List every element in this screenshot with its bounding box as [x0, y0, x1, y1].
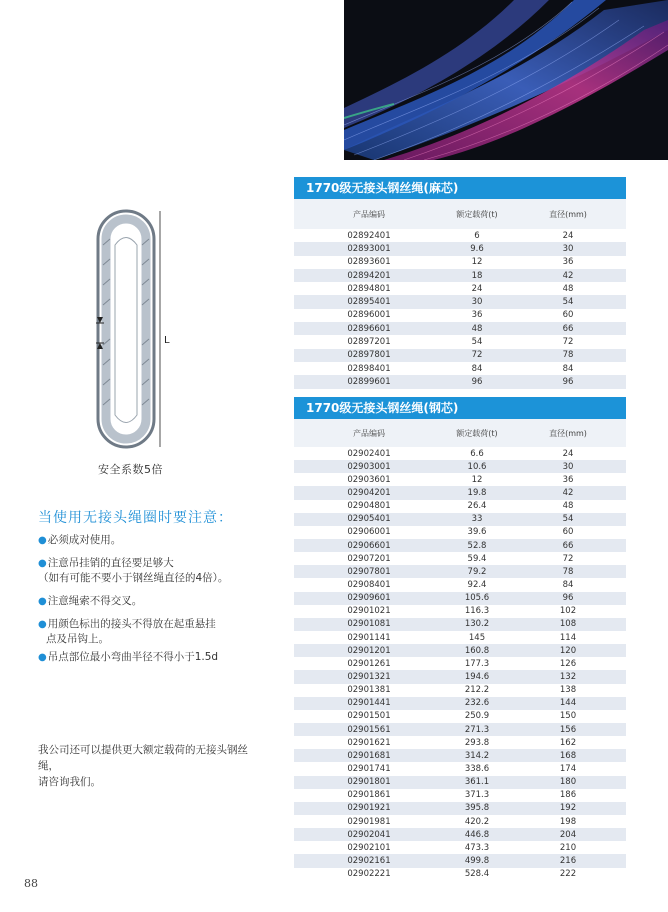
cell-load: 9.6 — [470, 243, 484, 254]
table-row — [294, 256, 626, 269]
cell-code: 02901261 — [347, 658, 391, 669]
cell-code: 02895401 — [347, 297, 391, 308]
cell-code: 02901861 — [347, 790, 391, 801]
cell-load: 6 — [474, 230, 480, 241]
cell-load: 33 — [471, 514, 483, 525]
cell-diameter: 192 — [559, 803, 577, 814]
cell-load: 48 — [471, 323, 483, 334]
table-row — [294, 513, 626, 526]
table-steel-core — [294, 397, 626, 881]
table-row — [294, 592, 626, 605]
table-row — [294, 657, 626, 670]
notice-list — [38, 533, 288, 673]
cell-code: 02905401 — [347, 514, 391, 525]
cell-load: 12 — [471, 257, 483, 268]
notice-item: ●吊点部位最小弯曲半径不得小于1.5d — [38, 651, 219, 663]
cell-load: 271.3 — [464, 724, 490, 735]
cell-load: 79.2 — [467, 566, 487, 577]
cell-load: 293.8 — [464, 737, 490, 748]
table-row — [294, 362, 626, 375]
cell-diameter: 96 — [562, 376, 574, 387]
cell-load: 314.2 — [464, 750, 490, 761]
cell-code: 02893601 — [347, 257, 391, 268]
cell-load: 194.6 — [464, 671, 490, 682]
cell-code: 02894201 — [347, 270, 391, 281]
cell-load: 96 — [471, 376, 483, 387]
table-row — [294, 670, 626, 683]
column-header-diameter: 直径(mm) — [549, 209, 587, 219]
cell-diameter: 156 — [559, 724, 577, 735]
column-header-load: 额定载荷(t) — [456, 428, 498, 438]
table-body — [294, 229, 626, 389]
bullet-icon: ● — [38, 558, 47, 569]
cell-load: 145 — [468, 632, 486, 643]
cell-code: 02901141 — [347, 632, 391, 643]
cell-code: 02907201 — [347, 553, 391, 564]
table-row — [294, 723, 626, 736]
table-row — [294, 322, 626, 335]
cell-code: 02902161 — [347, 855, 391, 866]
cell-diameter: 72 — [562, 337, 574, 348]
notice-item: ●注意吊挂销的直径要足够大 （如有可能不要小于钢丝绳直径的4倍）。 — [38, 557, 229, 584]
table-row — [294, 854, 626, 867]
table-row — [294, 565, 626, 578]
cell-code: 02908401 — [347, 579, 391, 590]
cell-load: 10.6 — [467, 461, 487, 472]
table-row — [294, 309, 626, 322]
cell-load: 92.4 — [467, 579, 487, 590]
cell-code: 02901561 — [347, 724, 391, 735]
cell-diameter: 36 — [562, 474, 574, 485]
cell-code: 02901621 — [347, 737, 391, 748]
table-row — [294, 710, 626, 723]
cell-load: 59.4 — [467, 553, 487, 564]
length-label: L — [164, 335, 170, 346]
cell-diameter: 216 — [559, 855, 577, 866]
table-row — [294, 749, 626, 762]
table-row — [294, 578, 626, 591]
cell-load: 19.8 — [467, 487, 487, 498]
table-row — [294, 631, 626, 644]
cell-diameter: 150 — [559, 711, 577, 722]
table-row — [294, 335, 626, 348]
cell-code: 02901381 — [347, 685, 391, 696]
table-row — [294, 815, 626, 828]
cell-code: 02901501 — [347, 711, 391, 722]
cell-code: 02901801 — [347, 777, 391, 788]
table-header-row — [294, 199, 626, 229]
cell-load: 250.9 — [464, 711, 490, 722]
cell-code: 02901981 — [347, 816, 391, 827]
table-row — [294, 736, 626, 749]
cell-diameter: 168 — [559, 750, 577, 761]
table-header-row — [294, 419, 626, 447]
cell-code: 02897201 — [347, 337, 391, 348]
cell-code: 02904801 — [347, 501, 391, 512]
table-title: 1770级无接头钢丝绳(麻芯) — [294, 177, 626, 199]
cell-code: 02899601 — [347, 376, 391, 387]
cell-diameter: 84 — [562, 363, 574, 374]
cell-code: 02907801 — [347, 566, 391, 577]
cell-diameter: 120 — [559, 645, 577, 656]
rope-image — [344, 0, 668, 160]
cell-code: 02902221 — [347, 869, 391, 880]
safety-factor: 安全系数5倍 — [98, 463, 163, 476]
cell-load: 72 — [471, 350, 483, 361]
cell-load: 26.4 — [467, 501, 487, 512]
cell-diameter: 186 — [559, 790, 577, 801]
cell-load: 499.8 — [464, 855, 490, 866]
table-row — [294, 789, 626, 802]
cell-diameter: 48 — [562, 283, 574, 294]
table-title: 1770级无接头钢丝绳(钢芯) — [294, 397, 626, 419]
notice-item: ●注意绳索不得交叉。 — [38, 595, 143, 607]
cell-code: 02901201 — [347, 645, 391, 656]
cell-load: 338.6 — [464, 763, 490, 774]
table-row — [294, 229, 626, 242]
table-row — [294, 841, 626, 854]
cell-load: 12 — [471, 474, 483, 485]
cell-code: 02903001 — [347, 461, 391, 472]
cell-code: 02901741 — [347, 763, 391, 774]
table-row — [294, 605, 626, 618]
cell-load: 6.6 — [470, 448, 484, 459]
table-row — [294, 460, 626, 473]
table-row — [294, 282, 626, 295]
cell-load: 446.8 — [464, 829, 490, 840]
table-row — [294, 526, 626, 539]
cell-load: 36 — [471, 310, 483, 321]
cell-load: 54 — [471, 337, 483, 348]
cell-diameter: 30 — [562, 243, 574, 254]
cell-diameter: 198 — [559, 816, 577, 827]
table-row — [294, 349, 626, 362]
cell-load: 395.8 — [464, 803, 490, 814]
cell-load: 160.8 — [464, 645, 490, 656]
cell-diameter: 78 — [562, 566, 574, 577]
cell-load: 105.6 — [464, 593, 490, 604]
cell-diameter: 72 — [562, 553, 574, 564]
cell-code: 02901081 — [347, 619, 391, 630]
cell-load: 473.3 — [464, 842, 490, 853]
cell-code: 02901681 — [347, 750, 391, 761]
cell-diameter: 24 — [562, 230, 574, 241]
cell-code: 02901921 — [347, 803, 391, 814]
cell-diameter: 96 — [562, 593, 574, 604]
notice-title: 当使用无接头绳圈时要注意： — [38, 510, 233, 526]
cell-code: 02897801 — [347, 350, 391, 361]
cell-load: 39.6 — [467, 527, 487, 538]
cell-code: 02902401 — [347, 448, 391, 459]
cell-load: 18 — [471, 270, 483, 281]
cell-load: 371.3 — [464, 790, 490, 801]
table-fiber-core — [294, 177, 626, 389]
table-row — [294, 828, 626, 841]
cell-code: 02901021 — [347, 606, 391, 617]
cell-diameter: 36 — [562, 257, 574, 268]
cell-diameter: 138 — [559, 685, 577, 696]
cell-diameter: 54 — [562, 297, 574, 308]
cell-diameter: 222 — [559, 869, 577, 880]
cell-diameter: 180 — [559, 777, 577, 788]
cell-diameter: 162 — [559, 737, 577, 748]
column-header-code: 产品编码 — [353, 209, 385, 219]
cell-diameter: 60 — [562, 527, 574, 538]
cell-diameter: 66 — [562, 540, 574, 551]
cell-code: 02901321 — [347, 671, 391, 682]
cell-diameter: 30 — [562, 461, 574, 472]
table-row — [294, 776, 626, 789]
cell-diameter: 204 — [559, 829, 577, 840]
table-row — [294, 375, 626, 388]
cell-diameter: 48 — [562, 501, 574, 512]
table-row — [294, 242, 626, 255]
cell-diameter: 114 — [559, 632, 577, 643]
page-number: 88 — [24, 877, 38, 890]
cell-load: 361.1 — [464, 777, 490, 788]
endless-sling-diagram — [80, 205, 190, 455]
column-header-diameter: 直径(mm) — [549, 428, 587, 438]
hero-rope-photo — [344, 0, 668, 160]
cell-diameter: 132 — [559, 671, 577, 682]
table-row — [294, 295, 626, 308]
notice-item: ●必须成对使用。 — [38, 534, 122, 546]
column-header-code: 产品编码 — [353, 428, 385, 438]
cell-load: 177.3 — [464, 658, 490, 669]
table-row — [294, 269, 626, 282]
cell-diameter: 54 — [562, 514, 574, 525]
cell-load: 24 — [471, 283, 483, 294]
cell-code: 02896001 — [347, 310, 391, 321]
table-row — [294, 500, 626, 513]
table-row — [294, 644, 626, 657]
cell-code: 02906601 — [347, 540, 391, 551]
cell-load: 130.2 — [464, 619, 490, 630]
cell-diameter: 60 — [562, 310, 574, 321]
cell-load: 212.2 — [464, 685, 490, 696]
cell-code: 02898401 — [347, 363, 391, 374]
table-row — [294, 473, 626, 486]
table-row — [294, 486, 626, 499]
cell-code: 02893001 — [347, 243, 391, 254]
cell-code: 02902101 — [347, 842, 391, 853]
bullet-icon: ● — [38, 596, 47, 607]
cell-diameter: 84 — [562, 579, 574, 590]
cell-load: 30 — [471, 297, 483, 308]
column-header-load: 额定载荷(t) — [456, 209, 498, 219]
notice-item: ●用颜色标出的接头不得放在起重悬挂 点及吊钩上。 — [38, 618, 216, 645]
table-row — [294, 539, 626, 552]
cell-diameter: 174 — [559, 763, 577, 774]
cell-code: 02901441 — [347, 698, 391, 709]
table-row — [294, 618, 626, 631]
cell-load: 420.2 — [464, 816, 490, 827]
cell-diameter: 42 — [562, 270, 574, 281]
cell-code: 02904201 — [347, 487, 391, 498]
cell-code: 02894801 — [347, 283, 391, 294]
cell-load: 84 — [471, 363, 483, 374]
cell-load: 528.4 — [464, 869, 490, 880]
cell-diameter: 144 — [559, 698, 577, 709]
cell-diameter: 102 — [559, 606, 577, 617]
bullet-icon: ● — [38, 619, 47, 630]
cell-load: 232.6 — [464, 698, 490, 709]
table-row — [294, 447, 626, 460]
cell-load: 52.8 — [467, 540, 487, 551]
table-row — [294, 684, 626, 697]
cell-code: 02903601 — [347, 474, 391, 485]
cell-code: 02906001 — [347, 527, 391, 538]
table-row — [294, 762, 626, 775]
cell-diameter: 66 — [562, 323, 574, 334]
cell-load: 116.3 — [464, 606, 490, 617]
cell-code: 02902041 — [347, 829, 391, 840]
cell-diameter: 126 — [559, 658, 577, 669]
table-row — [294, 868, 626, 881]
cell-diameter: 78 — [562, 350, 574, 361]
cell-diameter: 108 — [559, 619, 577, 630]
bullet-icon: ● — [38, 535, 47, 546]
cell-code: 02896601 — [347, 323, 391, 334]
table-row — [294, 802, 626, 815]
bullet-icon: ● — [38, 652, 47, 663]
footer-note: 我公司还可以提供更大额定载荷的无接头钢丝绳， 请咨询我们。 — [38, 744, 248, 788]
table-row — [294, 697, 626, 710]
table-body — [294, 447, 626, 881]
cell-code: 02892401 — [347, 230, 391, 241]
cell-code: 02909601 — [347, 593, 391, 604]
cell-diameter: 210 — [559, 842, 577, 853]
cell-diameter: 42 — [562, 487, 574, 498]
table-row — [294, 552, 626, 565]
cell-diameter: 24 — [562, 448, 574, 459]
